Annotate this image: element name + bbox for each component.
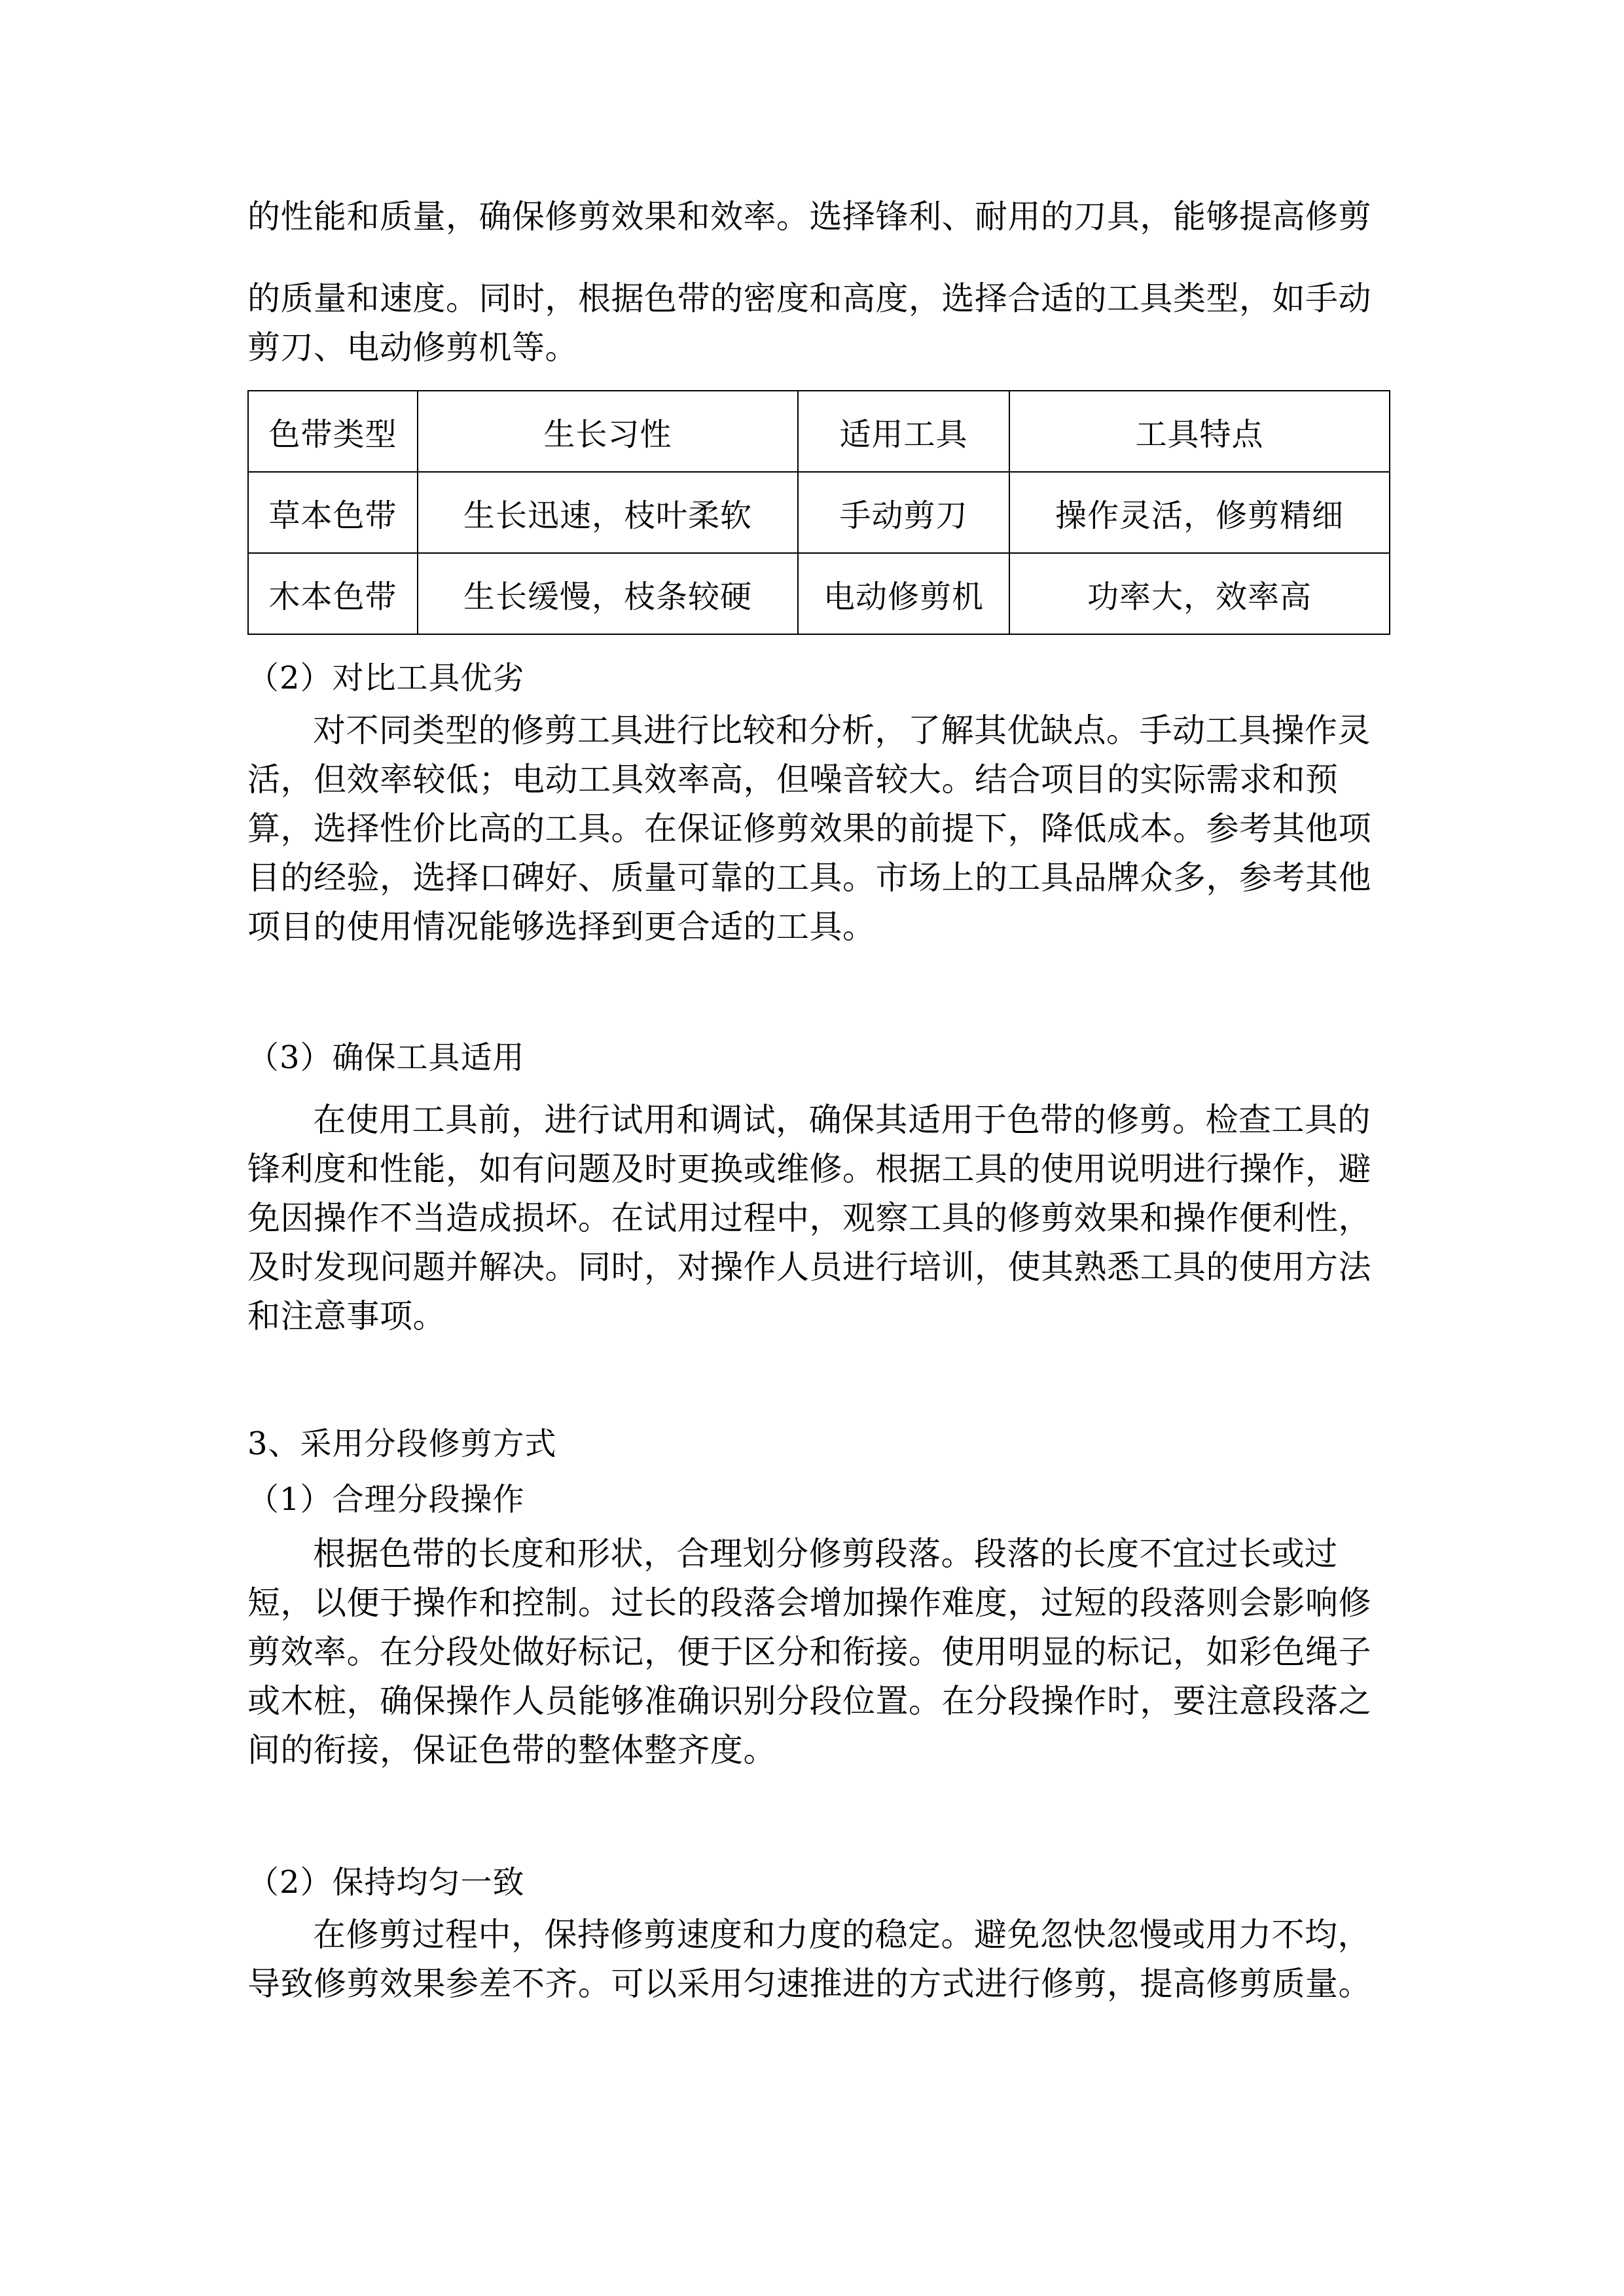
text-line: 活，但效率较低；电动工具效率高，但噪音较大。结合项目的实际需求和预 xyxy=(247,761,1339,798)
table-row xyxy=(248,472,1390,553)
table-row xyxy=(248,553,1390,634)
text-line: 剪刀、电动修剪机等。 xyxy=(247,329,578,367)
text-line: 在使用工具前，进行试用和调试，确保其适用于色带的修剪。检查工具的 xyxy=(313,1101,1371,1139)
table-cell: 手动剪刀 xyxy=(798,472,1009,553)
text-line: 的质量和速度。同时，根据色带的密度和高度，选择合适的工具类型，如手动 xyxy=(247,279,1371,317)
table-cell: 生长迅速，枝叶柔软 xyxy=(418,472,798,553)
table-cell: 操作灵活，修剪精细 xyxy=(1009,472,1390,553)
part-heading: 3、采用分段修剪方式 xyxy=(247,1426,557,1462)
text-line: 短，以便于操作和控制。过长的段落会增加操作难度，过短的段落则会影响修 xyxy=(247,1584,1371,1622)
table-header-cell: 工具特点 xyxy=(1009,391,1390,472)
tool-selection-table xyxy=(247,390,1390,635)
section-heading: （1）合理分段操作 xyxy=(247,1481,525,1518)
table-header-row xyxy=(248,391,1390,472)
text-line: 对不同类型的修剪工具进行比较和分析，了解其优缺点。手动工具操作灵 xyxy=(313,711,1371,749)
table-cell: 草本色带 xyxy=(248,472,418,553)
table-header-cell: 色带类型 xyxy=(248,391,418,472)
text-line: 算，选择性价比高的工具。在保证修剪效果的前提下，降低成本。参考其他项 xyxy=(247,810,1371,848)
text-line: 项目的使用情况能够选择到更合适的工具。 xyxy=(247,908,876,946)
text-line: 或木桩，确保操作人员能够准确识别分段位置。在分段操作时，要注意段落之 xyxy=(247,1682,1371,1720)
section-heading: （2）保持均匀一致 xyxy=(247,1864,525,1901)
text-line: 锋利度和性能，如有问题及时更换或维修。根据工具的使用说明进行操作，避 xyxy=(247,1150,1371,1188)
table-cell: 木本色带 xyxy=(248,553,418,634)
table-header-cell: 适用工具 xyxy=(798,391,1009,472)
text-line: 及时发现问题并解决。同时，对操作人员进行培训，使其熟悉工具的使用方法 xyxy=(247,1248,1371,1286)
text-line: 间的衔接，保证色带的整体整齐度。 xyxy=(247,1731,776,1769)
table-cell: 电动修剪机 xyxy=(798,553,1009,634)
text-line: 导致修剪效果参差不齐。可以采用匀速推进的方式进行修剪，提高修剪质量。 xyxy=(247,1965,1371,2003)
text-line: 在修剪过程中，保持修剪速度和力度的稳定。避免忽快忽慢或用力不均， xyxy=(313,1916,1371,1954)
table-header-cell: 生长习性 xyxy=(418,391,798,472)
text-line: 目的经验，选择口碑好、质量可靠的工具。市场上的工具品牌众多，参考其他 xyxy=(247,859,1371,897)
text-line: 和注意事项。 xyxy=(247,1297,446,1335)
table-cell: 功率大，效率高 xyxy=(1009,553,1390,634)
section-heading: （3）确保工具适用 xyxy=(247,1039,525,1076)
text-line: 根据色带的长度和形状，合理划分修剪段落。段落的长度不宜过长或过 xyxy=(313,1535,1338,1573)
section-heading: （2）对比工具优劣 xyxy=(247,660,525,696)
text-line: 免因操作不当造成损坏。在试用过程中，观察工具的修剪效果和操作便利性， xyxy=(247,1199,1371,1237)
text-line: 的性能和质量，确保修剪效果和效率。选择锋利、耐用的刀具，能够提高修剪 xyxy=(247,198,1371,236)
table-cell: 生长缓慢，枝条较硬 xyxy=(418,553,798,634)
text-line: 剪效率。在分段处做好标记，便于区分和衔接。使用明显的标记，如彩色绳子 xyxy=(247,1633,1371,1671)
